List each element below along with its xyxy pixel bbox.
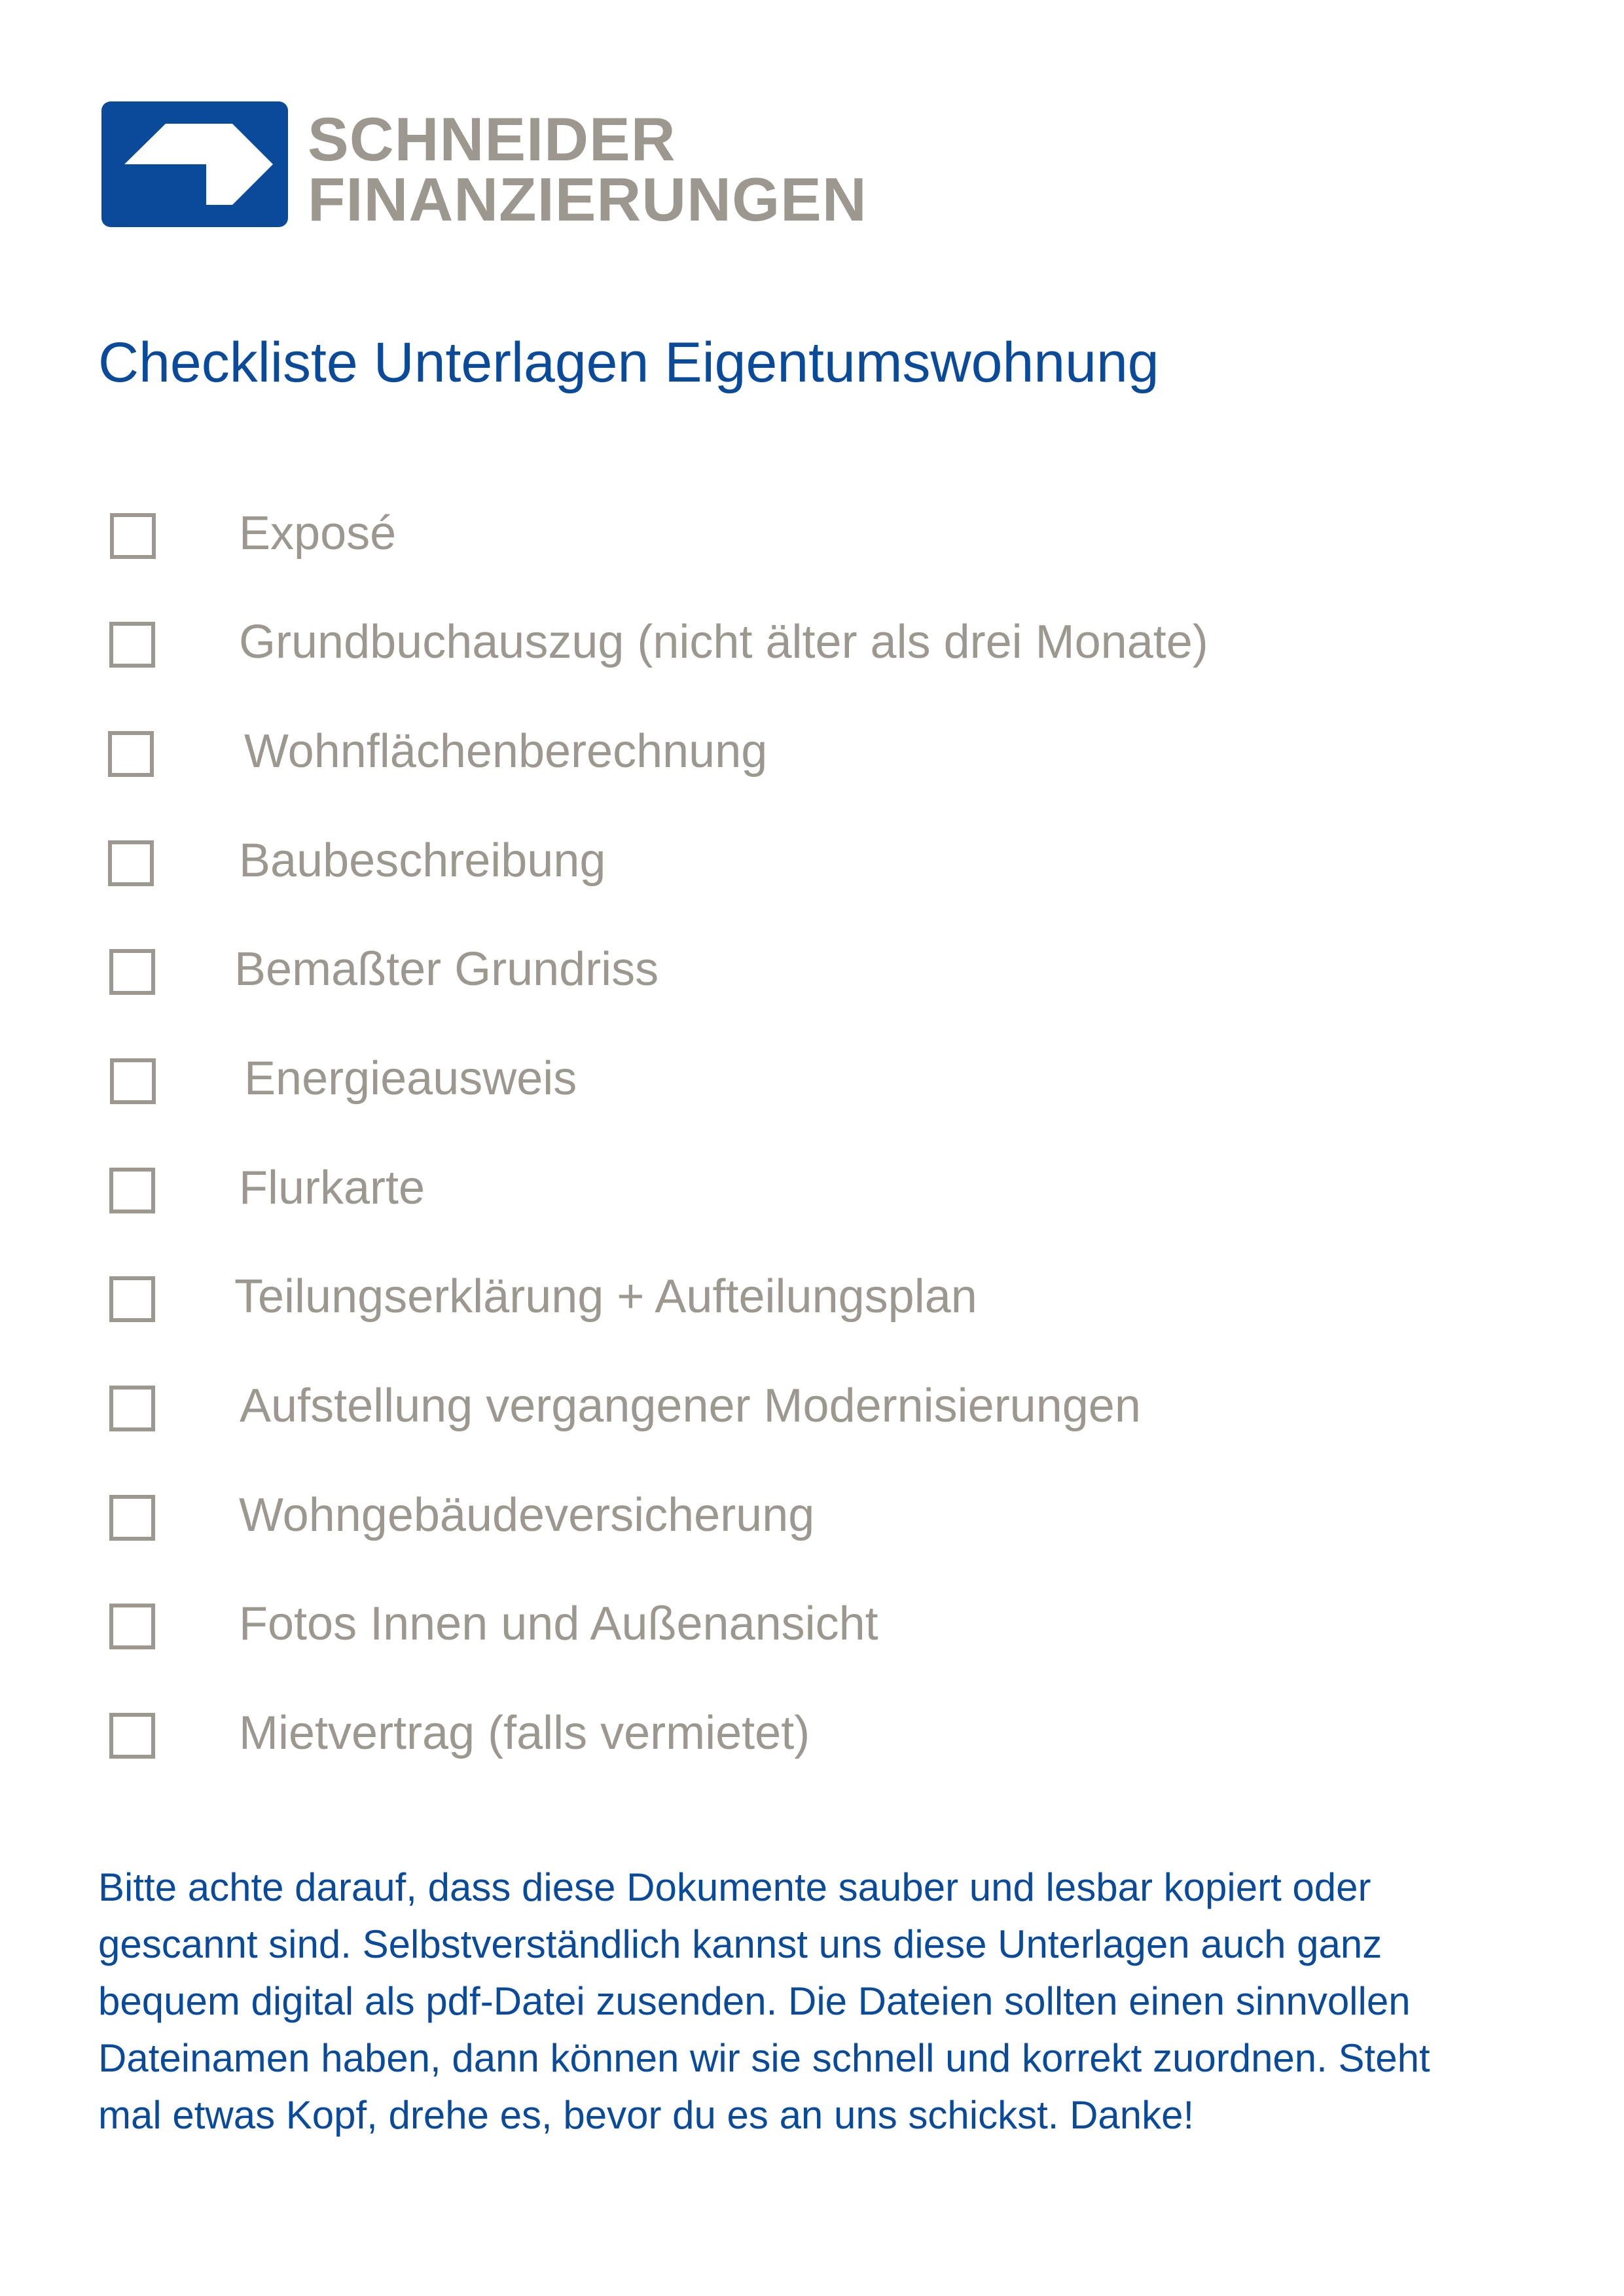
checklist-item-expose[interactable] <box>0 499 1506 571</box>
checklist-item-grundbuchauszug[interactable] <box>0 607 1506 679</box>
checkbox-wohnflaechenberechnung[interactable] <box>108 731 154 777</box>
checklist-item-mietvertrag[interactable] <box>0 1698 1506 1770</box>
checklist-item-label: Flurkarte <box>239 1162 425 1214</box>
instructions-note <box>98 1859 1538 2144</box>
checklist-item-grundriss[interactable] <box>0 935 1506 1007</box>
brand-line-1: SCHNEIDER <box>308 105 676 173</box>
checkbox-mietvertrag[interactable] <box>109 1713 155 1759</box>
checklist-item-label: Wohngebäudeversicherung <box>239 1489 815 1541</box>
checkbox-modernisierungen[interactable] <box>109 1386 155 1431</box>
checklist-item-label: Exposé <box>239 507 397 560</box>
checklist-item-label: Bemaßter Grundriss <box>234 943 659 996</box>
checklist-item-energieausweis[interactable] <box>0 1044 1506 1116</box>
checklist-item-wohngebaeudeversicherung[interactable] <box>0 1480 1506 1552</box>
checklist-item-baubeschreibung[interactable] <box>0 826 1506 898</box>
checklist-item-label: Fotos Innen und Außenansicht <box>239 1598 878 1650</box>
note-line: Bitte achte darauf, dass diese Dokumente sauber und lesbar kopiert oder <box>98 1865 1371 1909</box>
brand-line-2: FINANZIERUNGEN <box>308 165 867 234</box>
checkbox-baubeschreibung[interactable] <box>108 840 154 886</box>
checklist-item-teilungserklaerung[interactable] <box>0 1262 1506 1334</box>
checkbox-expose[interactable] <box>110 513 156 559</box>
checklist-item-label: Energieausweis <box>244 1052 577 1105</box>
checklist-item-label: Wohnflächenberechnung <box>244 725 768 778</box>
checklist-item-flurkarte[interactable] <box>0 1153 1506 1225</box>
note-line: mal etwas Kopf, drehe es, bevor du es an uns schickst. Danke! <box>98 2093 1195 2137</box>
checklist-item-fotos[interactable] <box>0 1589 1506 1661</box>
checklist-item-label: Mietvertrag (falls vermietet) <box>239 1707 810 1759</box>
note-line: Dateinamen haben, dann können wir sie schnell und korrekt zuordnen. Steht <box>98 2036 1430 2080</box>
checklist-item-modernisierungen[interactable] <box>0 1371 1506 1443</box>
checkbox-energieausweis[interactable] <box>110 1058 156 1104</box>
note-line: bequem digital als pdf-Datei zusenden. Die Dateien sollten einen sinnvollen <box>98 1979 1411 2023</box>
checklist-item-label: Teilungserklärung + Aufteilungsplan <box>234 1270 977 1323</box>
checklist-item-label: Baubeschreibung <box>239 834 606 887</box>
checkbox-flurkarte[interactable] <box>109 1168 155 1213</box>
checklist-item-label: Aufstellung vergangener Modernisierungen <box>240 1380 1141 1432</box>
checkbox-grundriss[interactable] <box>109 949 155 995</box>
checkbox-grundbuchauszug[interactable] <box>109 622 155 668</box>
checklist-item-wohnflaechenberechnung[interactable] <box>0 717 1506 789</box>
checkbox-teilungserklaerung[interactable] <box>109 1276 155 1322</box>
page-title: Checkliste Unterlagen Eigentumswohnung <box>98 331 1159 394</box>
checkbox-wohngebaeudeversicherung[interactable] <box>109 1495 155 1541</box>
note-line: gescannt sind. Selbstverständlich kannst uns diese Unterlagen auch ganz <box>98 1922 1382 1966</box>
checklist-item-label: Grundbuchauszug (nicht älter als drei Monate) <box>239 616 1208 668</box>
checkbox-fotos[interactable] <box>109 1604 155 1649</box>
